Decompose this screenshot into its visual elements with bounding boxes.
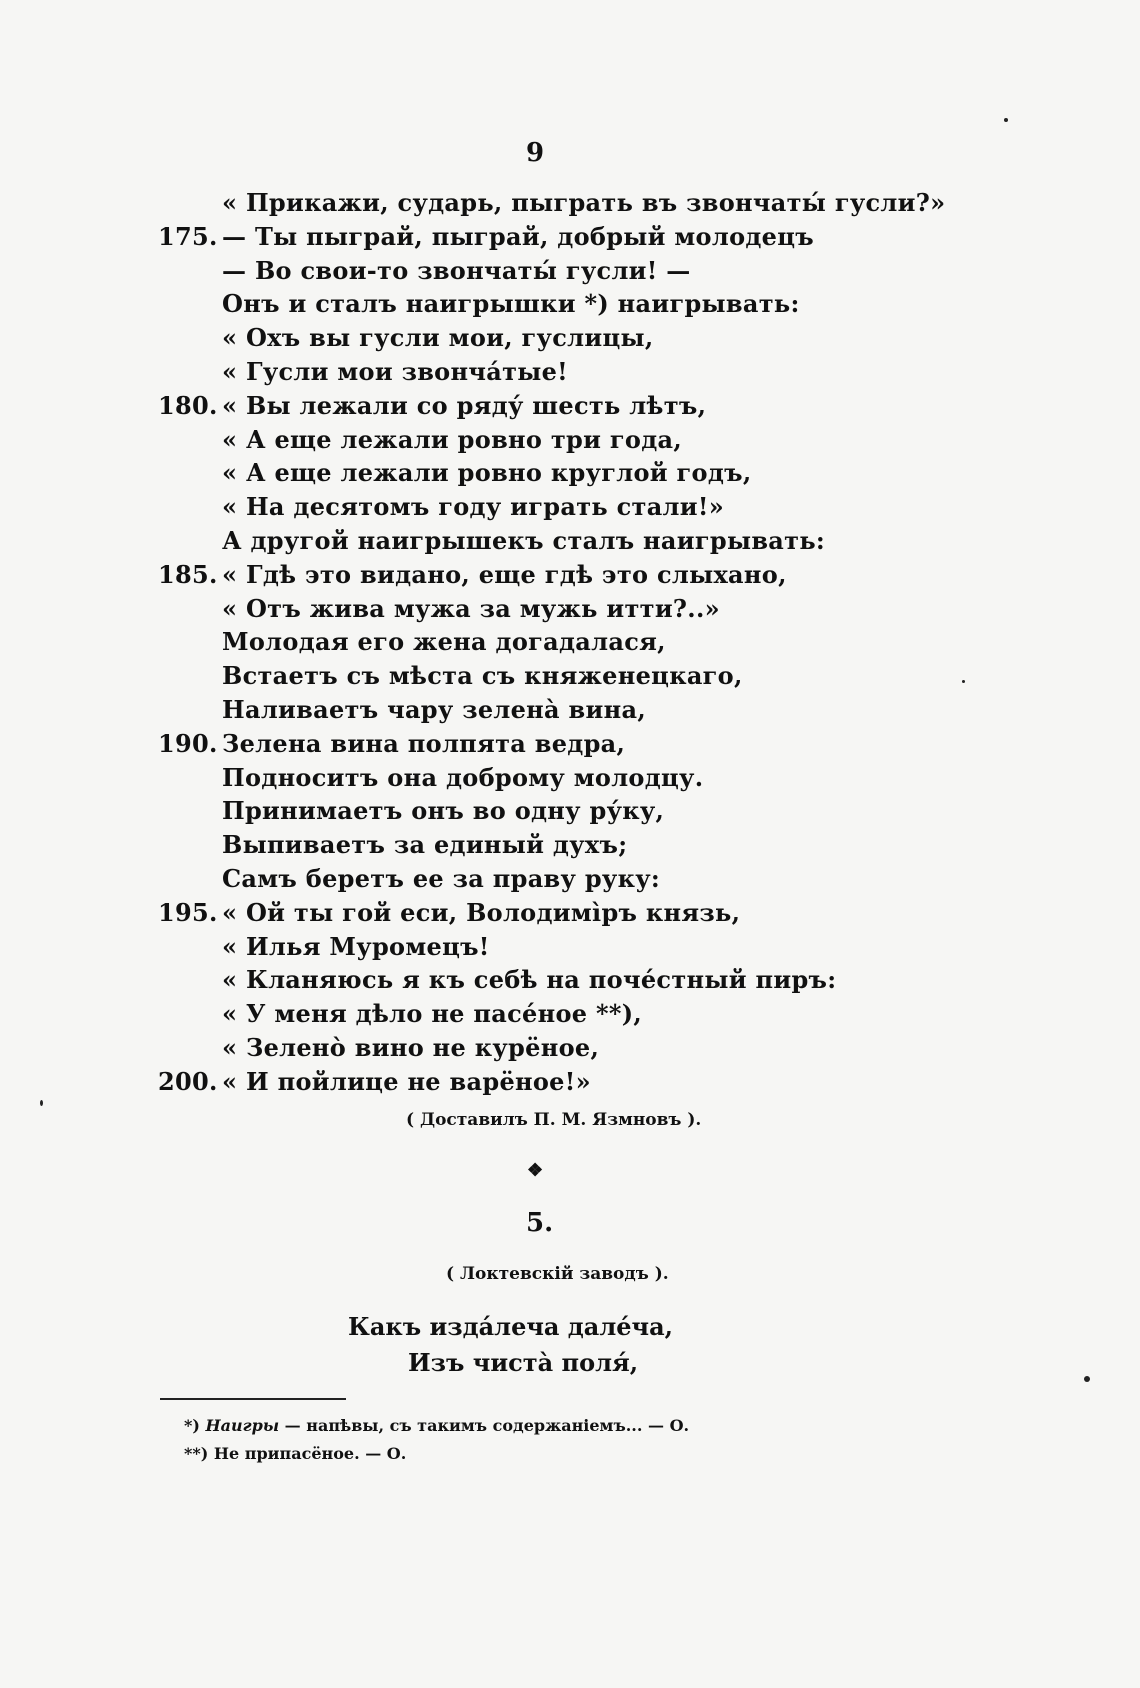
line-number: 185.: [158, 559, 218, 589]
line-text: « На десятомъ году играть стали!»: [222, 492, 725, 522]
line-number: 175.: [158, 221, 218, 251]
line-text: « А еще лежали ровно круглой годъ,: [222, 458, 752, 488]
line-number: 200.: [158, 1066, 218, 1096]
line-text: « Ой ты гой еси, Володимі̀ръ князь,: [222, 897, 741, 927]
footnote: [184, 1444, 406, 1463]
line-text: Встаетъ съ мѣста съ княженецкаго,: [222, 661, 743, 691]
line-number: 190.: [158, 728, 218, 758]
stanza-line: Какъ изда́леча дале́ча,: [348, 1312, 674, 1341]
line-text: Наливаетъ чару зелена̀ вина,: [222, 694, 646, 724]
scan-speck: [40, 1100, 43, 1106]
line-text: « Гусли мои звонча́тые!: [222, 356, 569, 386]
scan-speck: [1084, 1376, 1090, 1382]
line-text: « Прикажи, сударь, пыграть въ звончаты́ гусли?»: [222, 188, 946, 217]
line-text: « А еще лежали ровно три года,: [222, 424, 682, 454]
footnote-mark: **): [184, 1444, 209, 1463]
line-text: Молодая его жена догадалася,: [222, 627, 666, 657]
line-text: « У меня дѣло не пасе́ное **),: [222, 999, 643, 1029]
stanza-line: Изъ чиста̀ поля́,: [408, 1348, 639, 1377]
line-number: 195.: [158, 897, 218, 927]
line-text: — Во свои-то звончаты́ гусли! —: [222, 255, 691, 285]
line-text: « Вы лежали со ряду́ шесть лѣтъ,: [222, 390, 707, 420]
line-text: « Охъ вы гусли мои, гуслицы,: [222, 323, 654, 353]
ornament-icon: ❖: [527, 1160, 544, 1181]
footnote: [184, 1416, 689, 1435]
line-text: « И пойлице не варёное!»: [222, 1066, 591, 1096]
line-number: 180.: [158, 390, 218, 420]
scan-speck: [962, 680, 965, 683]
line-text: « Зеленò вино не курёное,: [222, 1032, 600, 1062]
line-text: Самъ беретъ ее за праву руку:: [222, 863, 661, 893]
line-text: Зелена вина полпята ведра,: [222, 728, 626, 758]
line-text: — Ты пыграй, пыграй, добрый молодецъ: [222, 221, 814, 251]
line-text: « Гдѣ это видано, еще гдѣ это слыхано,: [222, 559, 787, 589]
credit-line: ( Доставилъ П. М. Язмновъ ).: [406, 1110, 702, 1130]
footnote-term: Наигры: [205, 1416, 280, 1435]
footnote-text: Не припасёное. — О.: [213, 1444, 407, 1463]
footnote-mark: *): [184, 1416, 200, 1435]
line-text: А другой наигрышекъ сталъ наигрывать:: [222, 525, 826, 555]
line-text: Подноситъ она доброму молодцу.: [222, 762, 704, 792]
line-text: Онъ и сталъ наигрышки *) наигрывать:: [222, 289, 800, 319]
scan-speck: [1004, 118, 1008, 122]
footnote-text: — напѣвы, съ такимъ содержаніемъ... — О.: [279, 1416, 690, 1435]
line-text: « Отъ жива мужа за мужь итти?..»: [222, 593, 720, 623]
line-text: « Илья Муромецъ!: [222, 931, 490, 961]
section-number: 5.: [526, 1208, 554, 1238]
footnote-rule: [160, 1398, 346, 1400]
line-text: « Кланяюсь я къ себѣ на поче́стный пиръ:: [222, 965, 837, 995]
line-text: Принимаетъ онъ во одну ру́ку,: [222, 796, 665, 826]
section-subtitle: ( Локтевскій заводъ ).: [446, 1264, 669, 1284]
page-number: 9: [526, 138, 545, 168]
line-text: Выпиваетъ за единый духъ;: [222, 830, 628, 860]
